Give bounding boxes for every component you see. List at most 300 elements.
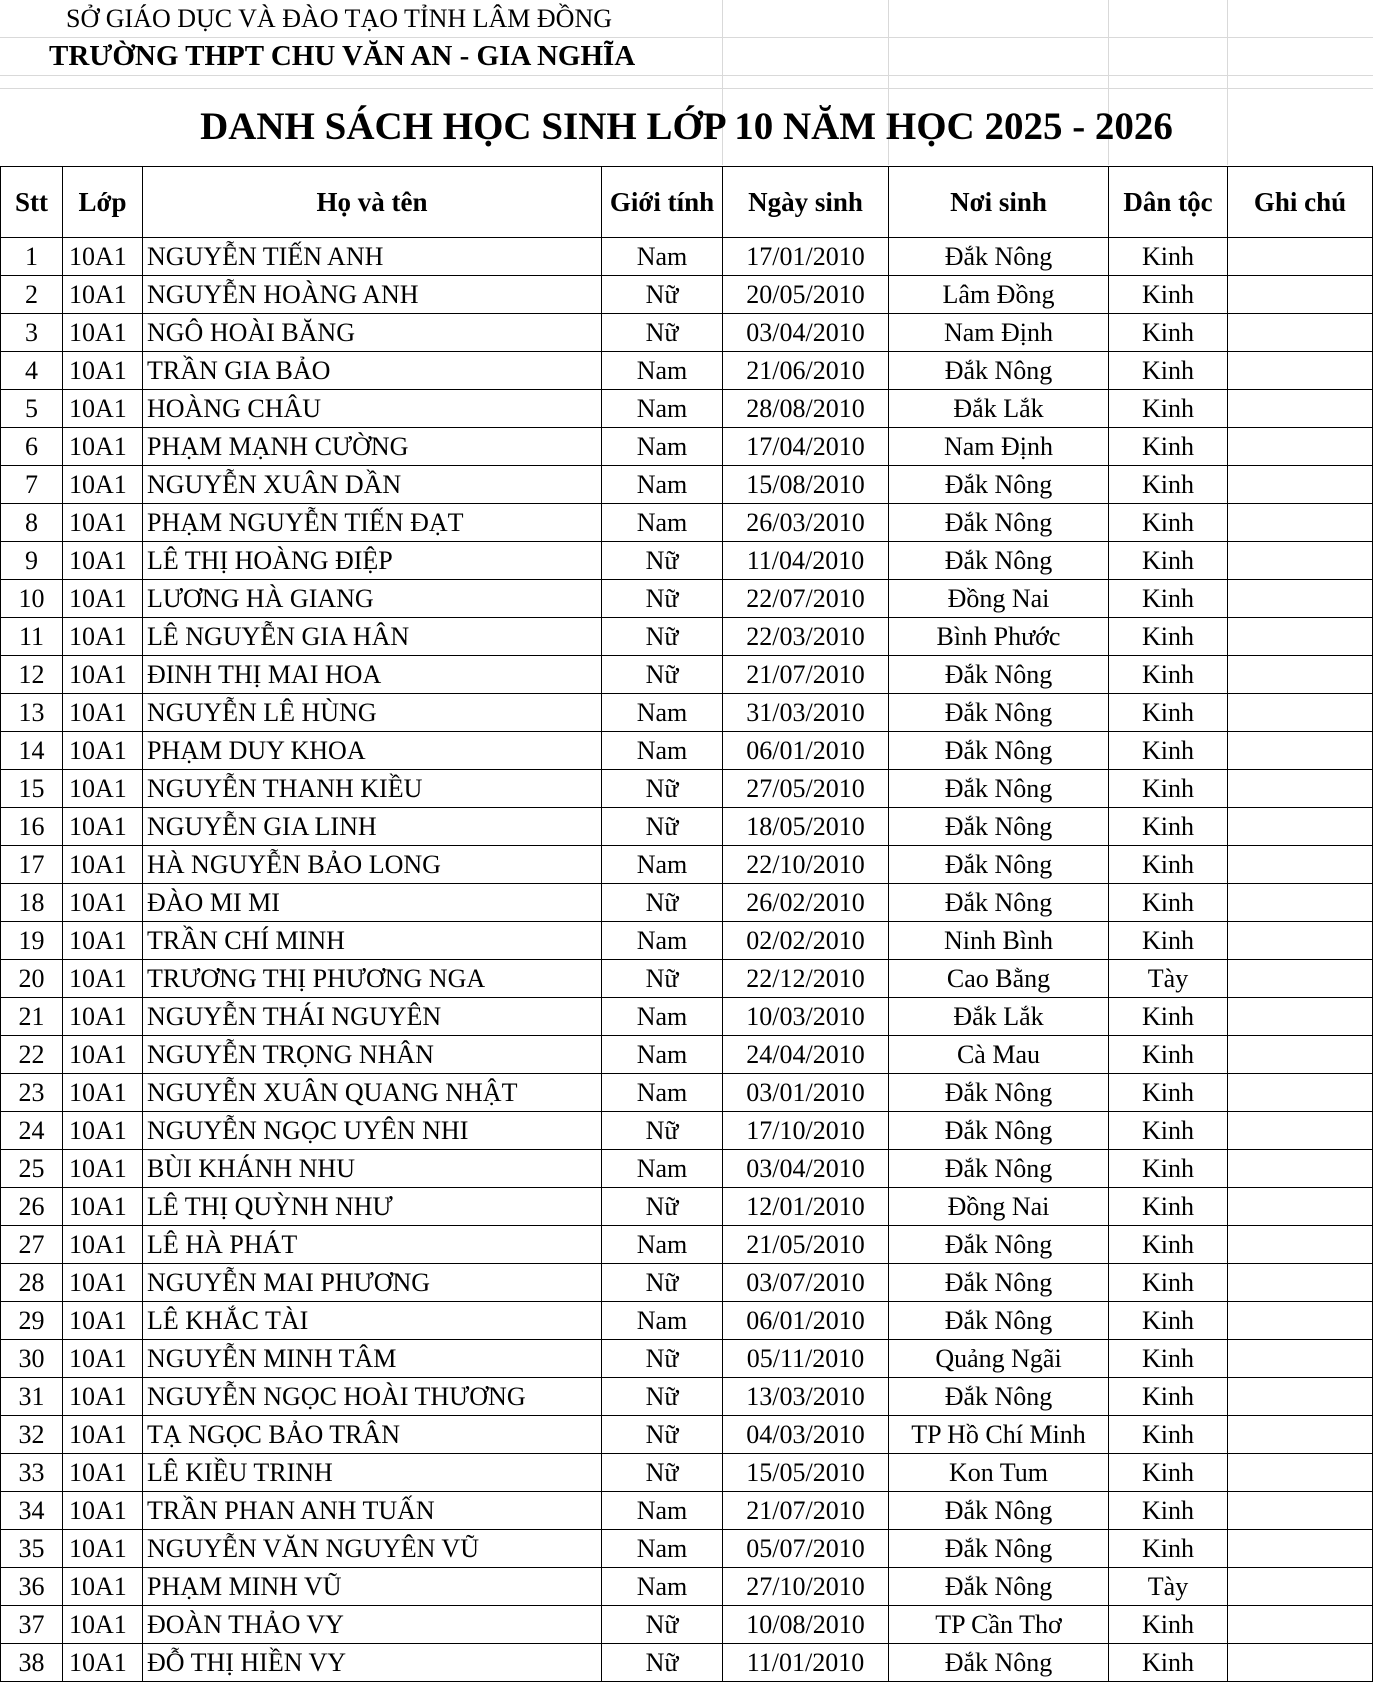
- birth-date-cell: 24/04/2010: [723, 1036, 889, 1074]
- birth-place-cell: Bình Phước: [889, 618, 1109, 656]
- class-cell: 10A1: [63, 390, 143, 428]
- table-row: [1, 1264, 1373, 1302]
- stt-cell: 17: [1, 846, 63, 884]
- stt-cell: 28: [1, 1264, 63, 1302]
- ethnicity-cell: Kinh: [1109, 466, 1228, 504]
- note-cell: [1228, 694, 1373, 732]
- ethnicity-cell: Kinh: [1109, 428, 1228, 466]
- stt-cell: 15: [1, 770, 63, 808]
- stt-cell: 24: [1, 1112, 63, 1150]
- note-cell: [1228, 1530, 1373, 1568]
- ethnicity-cell: Kinh: [1109, 1226, 1228, 1264]
- birth-place-cell: Cà Mau: [889, 1036, 1109, 1074]
- class-cell: 10A1: [63, 1264, 143, 1302]
- column-header-full-name: Họ và tên: [143, 167, 602, 238]
- stt-cell: 7: [1, 466, 63, 504]
- column-header-ethnicity: Dân tộc: [1109, 167, 1228, 238]
- note-cell: [1228, 1074, 1373, 1112]
- table-row: [1, 656, 1373, 694]
- gender-cell: Nữ: [602, 618, 723, 656]
- birth-date-cell: 13/03/2010: [723, 1378, 889, 1416]
- gender-cell: Nữ: [602, 276, 723, 314]
- ethnicity-cell: Kinh: [1109, 656, 1228, 694]
- stt-cell: 22: [1, 1036, 63, 1074]
- class-cell: 10A1: [63, 238, 143, 276]
- name-cell: TRẦN PHAN ANH TUẤN: [143, 1492, 602, 1530]
- birth-place-cell: Nam Định: [889, 428, 1109, 466]
- gender-cell: Nữ: [602, 1454, 723, 1492]
- birth-place-cell: Đắk Nông: [889, 466, 1109, 504]
- class-cell: 10A1: [63, 656, 143, 694]
- birth-date-cell: 28/08/2010: [723, 390, 889, 428]
- table-row: [1, 808, 1373, 846]
- table-row: [1, 922, 1373, 960]
- gender-cell: Nữ: [602, 314, 723, 352]
- birth-place-cell: Đắk Lắk: [889, 390, 1109, 428]
- class-cell: 10A1: [63, 1378, 143, 1416]
- note-cell: [1228, 276, 1373, 314]
- class-cell: 10A1: [63, 466, 143, 504]
- ethnicity-cell: Kinh: [1109, 390, 1228, 428]
- birth-date-cell: 22/07/2010: [723, 580, 889, 618]
- gender-cell: Nữ: [602, 808, 723, 846]
- name-cell: NGUYỄN XUÂN DẦN: [143, 466, 602, 504]
- gender-cell: Nam: [602, 922, 723, 960]
- ethnicity-cell: Kinh: [1109, 884, 1228, 922]
- name-cell: NGUYỄN TIẾN ANH: [143, 238, 602, 276]
- class-cell: 10A1: [63, 618, 143, 656]
- birth-place-cell: Đắk Lắk: [889, 998, 1109, 1036]
- class-cell: 10A1: [63, 808, 143, 846]
- class-cell: 10A1: [63, 998, 143, 1036]
- note-cell: [1228, 922, 1373, 960]
- ethnicity-cell: Kinh: [1109, 808, 1228, 846]
- stt-cell: 23: [1, 1074, 63, 1112]
- gender-cell: Nam: [602, 1302, 723, 1340]
- birth-date-cell: 17/01/2010: [723, 238, 889, 276]
- birth-date-cell: 27/05/2010: [723, 770, 889, 808]
- birth-date-cell: 06/01/2010: [723, 1302, 889, 1340]
- name-cell: NGUYỄN NGỌC HOÀI THƯƠNG: [143, 1378, 602, 1416]
- gender-cell: Nữ: [602, 542, 723, 580]
- class-cell: 10A1: [63, 884, 143, 922]
- class-cell: 10A1: [63, 580, 143, 618]
- school-name: TRƯỜNG THPT CHU VĂN AN - GIA NGHĨA: [49, 40, 636, 72]
- gender-cell: Nam: [602, 504, 723, 542]
- name-cell: TRẦN GIA BẢO: [143, 352, 602, 390]
- gender-cell: Nam: [602, 1150, 723, 1188]
- birth-date-cell: 17/10/2010: [723, 1112, 889, 1150]
- stt-cell: 27: [1, 1226, 63, 1264]
- gender-cell: Nam: [602, 1530, 723, 1568]
- ethnicity-cell: Kinh: [1109, 1188, 1228, 1226]
- name-cell: LÊ KIỀU TRINH: [143, 1454, 602, 1492]
- table-row: [1, 694, 1373, 732]
- name-cell: NGUYỄN TRỌNG NHÂN: [143, 1036, 602, 1074]
- name-cell: LÊ HÀ PHÁT: [143, 1226, 602, 1264]
- note-cell: [1228, 808, 1373, 846]
- class-cell: 10A1: [63, 1340, 143, 1378]
- birth-place-cell: Đắk Nông: [889, 1074, 1109, 1112]
- name-cell: TRẦN CHÍ MINH: [143, 922, 602, 960]
- column-header-birth-place: Nơi sinh: [889, 167, 1109, 238]
- stt-cell: 30: [1, 1340, 63, 1378]
- birth-place-cell: Đắk Nông: [889, 808, 1109, 846]
- birth-date-cell: 22/12/2010: [723, 960, 889, 998]
- column-header-stt: Stt: [1, 167, 63, 238]
- gender-cell: Nữ: [602, 960, 723, 998]
- stt-cell: 37: [1, 1606, 63, 1644]
- name-cell: PHẠM NGUYỄN TIẾN ĐẠT: [143, 504, 602, 542]
- gender-cell: Nữ: [602, 1606, 723, 1644]
- name-cell: NGUYỄN GIA LINH: [143, 808, 602, 846]
- table-row: [1, 276, 1373, 314]
- gender-cell: Nam: [602, 694, 723, 732]
- class-cell: 10A1: [63, 1036, 143, 1074]
- note-cell: [1228, 1150, 1373, 1188]
- name-cell: TẠ NGỌC BẢO TRÂN: [143, 1416, 602, 1454]
- class-cell: 10A1: [63, 314, 143, 352]
- name-cell: BÙI KHÁNH NHU: [143, 1150, 602, 1188]
- gender-cell: Nữ: [602, 1378, 723, 1416]
- class-cell: 10A1: [63, 1530, 143, 1568]
- note-cell: [1228, 884, 1373, 922]
- name-cell: NGUYỄN MINH TÂM: [143, 1340, 602, 1378]
- birth-place-cell: Đắk Nông: [889, 542, 1109, 580]
- birth-date-cell: 15/08/2010: [723, 466, 889, 504]
- note-cell: [1228, 1340, 1373, 1378]
- note-cell: [1228, 1416, 1373, 1454]
- name-cell: HOÀNG CHÂU: [143, 390, 602, 428]
- stt-cell: 26: [1, 1188, 63, 1226]
- birth-place-cell: Nam Định: [889, 314, 1109, 352]
- birth-date-cell: 21/06/2010: [723, 352, 889, 390]
- note-cell: [1228, 428, 1373, 466]
- table-row: [1, 1378, 1373, 1416]
- name-cell: ĐINH THỊ MAI HOA: [143, 656, 602, 694]
- class-cell: 10A1: [63, 770, 143, 808]
- ethnicity-cell: Kinh: [1109, 580, 1228, 618]
- table-row: [1, 580, 1373, 618]
- ethnicity-cell: Kinh: [1109, 542, 1228, 580]
- note-cell: [1228, 1112, 1373, 1150]
- column-header-gender: Giới tính: [602, 167, 723, 238]
- birth-place-cell: Đắk Nông: [889, 656, 1109, 694]
- gender-cell: Nam: [602, 732, 723, 770]
- birth-place-cell: Đắk Nông: [889, 846, 1109, 884]
- name-cell: PHẠM MẠNH CƯỜNG: [143, 428, 602, 466]
- birth-date-cell: 12/01/2010: [723, 1188, 889, 1226]
- stt-cell: 36: [1, 1568, 63, 1606]
- table-row: [1, 1568, 1373, 1606]
- table-row: [1, 1530, 1373, 1568]
- ethnicity-cell: Kinh: [1109, 1416, 1228, 1454]
- name-cell: LÊ THỊ HOÀNG ĐIỆP: [143, 542, 602, 580]
- gender-cell: Nữ: [602, 1112, 723, 1150]
- birth-place-cell: Đồng Nai: [889, 1188, 1109, 1226]
- ethnicity-cell: Kinh: [1109, 276, 1228, 314]
- table-row: [1, 1302, 1373, 1340]
- birth-place-cell: TP Cần Thơ: [889, 1606, 1109, 1644]
- gender-cell: Nữ: [602, 770, 723, 808]
- table-row: [1, 428, 1373, 466]
- note-cell: [1228, 504, 1373, 542]
- class-cell: 10A1: [63, 1606, 143, 1644]
- table-row: [1, 770, 1373, 808]
- ethnicity-cell: Kinh: [1109, 1340, 1228, 1378]
- stt-cell: 11: [1, 618, 63, 656]
- name-cell: PHẠM DUY KHOA: [143, 732, 602, 770]
- ethnicity-cell: Kinh: [1109, 1112, 1228, 1150]
- birth-place-cell: Đắk Nông: [889, 1302, 1109, 1340]
- stt-cell: 6: [1, 428, 63, 466]
- gender-cell: Nữ: [602, 656, 723, 694]
- name-cell: NGUYỄN NGỌC UYÊN NHI: [143, 1112, 602, 1150]
- stt-cell: 10: [1, 580, 63, 618]
- birth-date-cell: 15/05/2010: [723, 1454, 889, 1492]
- table-row: [1, 884, 1373, 922]
- stt-cell: 13: [1, 694, 63, 732]
- note-cell: [1228, 1492, 1373, 1530]
- ethnicity-cell: Kinh: [1109, 1378, 1228, 1416]
- table-row: [1, 618, 1373, 656]
- birth-place-cell: Lâm Đồng: [889, 276, 1109, 314]
- table-row: [1, 1606, 1373, 1644]
- gender-cell: Nữ: [602, 1340, 723, 1378]
- stt-cell: 2: [1, 276, 63, 314]
- gender-cell: Nam: [602, 846, 723, 884]
- birth-place-cell: Đắk Nông: [889, 1150, 1109, 1188]
- stt-cell: 32: [1, 1416, 63, 1454]
- table-row: [1, 238, 1373, 276]
- class-cell: 10A1: [63, 1644, 143, 1682]
- gender-cell: Nam: [602, 1568, 723, 1606]
- gender-cell: Nam: [602, 998, 723, 1036]
- note-cell: [1228, 770, 1373, 808]
- stt-cell: 14: [1, 732, 63, 770]
- table-header-row: [1, 167, 1373, 238]
- stt-cell: 34: [1, 1492, 63, 1530]
- birth-date-cell: 11/01/2010: [723, 1644, 889, 1682]
- gender-cell: Nam: [602, 1492, 723, 1530]
- gender-cell: Nam: [602, 390, 723, 428]
- stt-cell: 1: [1, 238, 63, 276]
- class-cell: 10A1: [63, 542, 143, 580]
- stt-cell: 18: [1, 884, 63, 922]
- class-cell: 10A1: [63, 922, 143, 960]
- note-cell: [1228, 846, 1373, 884]
- ethnicity-cell: Kinh: [1109, 1492, 1228, 1530]
- birth-place-cell: Đắk Nông: [889, 770, 1109, 808]
- class-cell: 10A1: [63, 504, 143, 542]
- ethnicity-cell: Kinh: [1109, 694, 1228, 732]
- stt-cell: 5: [1, 390, 63, 428]
- name-cell: ĐÀO MI MI: [143, 884, 602, 922]
- department-name: SỞ GIÁO DỤC VÀ ĐÀO TẠO TỈNH LÂM ĐỒNG: [66, 4, 612, 33]
- gender-cell: Nữ: [602, 1264, 723, 1302]
- table-row: [1, 1036, 1373, 1074]
- birth-date-cell: 10/08/2010: [723, 1606, 889, 1644]
- birth-date-cell: 26/02/2010: [723, 884, 889, 922]
- gender-cell: Nam: [602, 466, 723, 504]
- gender-cell: Nam: [602, 352, 723, 390]
- table-row: [1, 732, 1373, 770]
- class-cell: 10A1: [63, 352, 143, 390]
- table-row: [1, 1340, 1373, 1378]
- ethnicity-cell: Kinh: [1109, 618, 1228, 656]
- stt-cell: 12: [1, 656, 63, 694]
- ethnicity-cell: Kinh: [1109, 504, 1228, 542]
- birth-place-cell: Đắk Nông: [889, 1264, 1109, 1302]
- table-row: [1, 314, 1373, 352]
- note-cell: [1228, 618, 1373, 656]
- name-cell: LƯƠNG HÀ GIANG: [143, 580, 602, 618]
- student-table: [0, 166, 1373, 1682]
- stt-cell: 33: [1, 1454, 63, 1492]
- stt-cell: 35: [1, 1530, 63, 1568]
- name-cell: NGUYỄN XUÂN QUANG NHẬT: [143, 1074, 602, 1112]
- note-cell: [1228, 1606, 1373, 1644]
- birth-date-cell: 18/05/2010: [723, 808, 889, 846]
- name-cell: LÊ NGUYỄN GIA HÂN: [143, 618, 602, 656]
- class-cell: 10A1: [63, 1492, 143, 1530]
- birth-date-cell: 05/07/2010: [723, 1530, 889, 1568]
- birth-place-cell: Kon Tum: [889, 1454, 1109, 1492]
- birth-date-cell: 22/03/2010: [723, 618, 889, 656]
- ethnicity-cell: Kinh: [1109, 770, 1228, 808]
- birth-place-cell: Đắk Nông: [889, 1492, 1109, 1530]
- table-row: [1, 1188, 1373, 1226]
- birth-date-cell: 21/05/2010: [723, 1226, 889, 1264]
- note-cell: [1228, 352, 1373, 390]
- stt-cell: 19: [1, 922, 63, 960]
- birth-date-cell: 26/03/2010: [723, 504, 889, 542]
- note-cell: [1228, 732, 1373, 770]
- note-cell: [1228, 238, 1373, 276]
- note-cell: [1228, 1036, 1373, 1074]
- note-cell: [1228, 1302, 1373, 1340]
- note-cell: [1228, 1568, 1373, 1606]
- name-cell: NGUYỄN THÁI NGUYÊN: [143, 998, 602, 1036]
- note-cell: [1228, 998, 1373, 1036]
- ethnicity-cell: Kinh: [1109, 922, 1228, 960]
- gender-cell: Nữ: [602, 580, 723, 618]
- name-cell: NGUYỄN LÊ HÙNG: [143, 694, 602, 732]
- class-cell: 10A1: [63, 1302, 143, 1340]
- note-cell: [1228, 1226, 1373, 1264]
- gender-cell: Nữ: [602, 884, 723, 922]
- birth-place-cell: Cao Bằng: [889, 960, 1109, 998]
- gender-cell: Nam: [602, 1074, 723, 1112]
- class-cell: 10A1: [63, 1188, 143, 1226]
- ethnicity-cell: Kinh: [1109, 314, 1228, 352]
- gender-cell: Nam: [602, 1226, 723, 1264]
- class-cell: 10A1: [63, 732, 143, 770]
- ethnicity-cell: Kinh: [1109, 1264, 1228, 1302]
- ethnicity-cell: Tày: [1109, 960, 1228, 998]
- birth-place-cell: Đắk Nông: [889, 1226, 1109, 1264]
- table-body: [1, 238, 1373, 1682]
- class-cell: 10A1: [63, 276, 143, 314]
- note-cell: [1228, 1188, 1373, 1226]
- ethnicity-cell: Kinh: [1109, 1454, 1228, 1492]
- column-header-class: Lớp: [63, 167, 143, 238]
- birth-date-cell: 06/01/2010: [723, 732, 889, 770]
- table-row: [1, 1416, 1373, 1454]
- page-title: DANH SÁCH HỌC SINH LỚP 10 NĂM HỌC 2025 - 2026: [200, 105, 1173, 148]
- ethnicity-cell: Kinh: [1109, 998, 1228, 1036]
- ethnicity-cell: Kinh: [1109, 1644, 1228, 1682]
- stt-cell: 29: [1, 1302, 63, 1340]
- stt-cell: 20: [1, 960, 63, 998]
- gender-cell: Nam: [602, 238, 723, 276]
- birth-place-cell: Đồng Nai: [889, 580, 1109, 618]
- gender-cell: Nam: [602, 1036, 723, 1074]
- note-cell: [1228, 542, 1373, 580]
- ethnicity-cell: Kinh: [1109, 1606, 1228, 1644]
- ethnicity-cell: Kinh: [1109, 732, 1228, 770]
- note-cell: [1228, 314, 1373, 352]
- table-row: [1, 1644, 1373, 1682]
- name-cell: HÀ NGUYỄN BẢO LONG: [143, 846, 602, 884]
- birth-date-cell: 22/10/2010: [723, 846, 889, 884]
- name-cell: NGUYỄN HOÀNG ANH: [143, 276, 602, 314]
- birth-date-cell: 02/02/2010: [723, 922, 889, 960]
- class-cell: 10A1: [63, 1150, 143, 1188]
- name-cell: NGUYỄN THANH KIỀU: [143, 770, 602, 808]
- note-cell: [1228, 1378, 1373, 1416]
- ethnicity-cell: Kinh: [1109, 1530, 1228, 1568]
- birth-place-cell: Đắk Nông: [889, 1112, 1109, 1150]
- class-cell: 10A1: [63, 1568, 143, 1606]
- name-cell: ĐỖ THỊ HIỀN VY: [143, 1644, 602, 1682]
- table-row: [1, 846, 1373, 884]
- note-cell: [1228, 960, 1373, 998]
- birth-date-cell: 17/04/2010: [723, 428, 889, 466]
- class-cell: 10A1: [63, 960, 143, 998]
- ethnicity-cell: Kinh: [1109, 846, 1228, 884]
- ethnicity-cell: Kinh: [1109, 1074, 1228, 1112]
- ethnicity-cell: Tày: [1109, 1568, 1228, 1606]
- birth-date-cell: 10/03/2010: [723, 998, 889, 1036]
- name-cell: LÊ KHẮC TÀI: [143, 1302, 602, 1340]
- class-cell: 10A1: [63, 1112, 143, 1150]
- birth-place-cell: Đắk Nông: [889, 504, 1109, 542]
- gender-cell: Nữ: [602, 1188, 723, 1226]
- birth-date-cell: 20/05/2010: [723, 276, 889, 314]
- birth-date-cell: 03/04/2010: [723, 314, 889, 352]
- gender-cell: Nam: [602, 428, 723, 466]
- birth-date-cell: 21/07/2010: [723, 656, 889, 694]
- table-row: [1, 542, 1373, 580]
- birth-place-cell: Đắk Nông: [889, 1568, 1109, 1606]
- birth-place-cell: Đắk Nông: [889, 1378, 1109, 1416]
- note-cell: [1228, 656, 1373, 694]
- note-cell: [1228, 466, 1373, 504]
- birth-date-cell: 11/04/2010: [723, 542, 889, 580]
- class-cell: 10A1: [63, 694, 143, 732]
- table-row: [1, 998, 1373, 1036]
- stt-cell: 38: [1, 1644, 63, 1682]
- birth-place-cell: Ninh Bình: [889, 922, 1109, 960]
- birth-date-cell: 31/03/2010: [723, 694, 889, 732]
- table-row: [1, 504, 1373, 542]
- ethnicity-cell: Kinh: [1109, 1036, 1228, 1074]
- class-cell: 10A1: [63, 846, 143, 884]
- birth-date-cell: 04/03/2010: [723, 1416, 889, 1454]
- birth-date-cell: 21/07/2010: [723, 1492, 889, 1530]
- birth-place-cell: TP Hồ Chí Minh: [889, 1416, 1109, 1454]
